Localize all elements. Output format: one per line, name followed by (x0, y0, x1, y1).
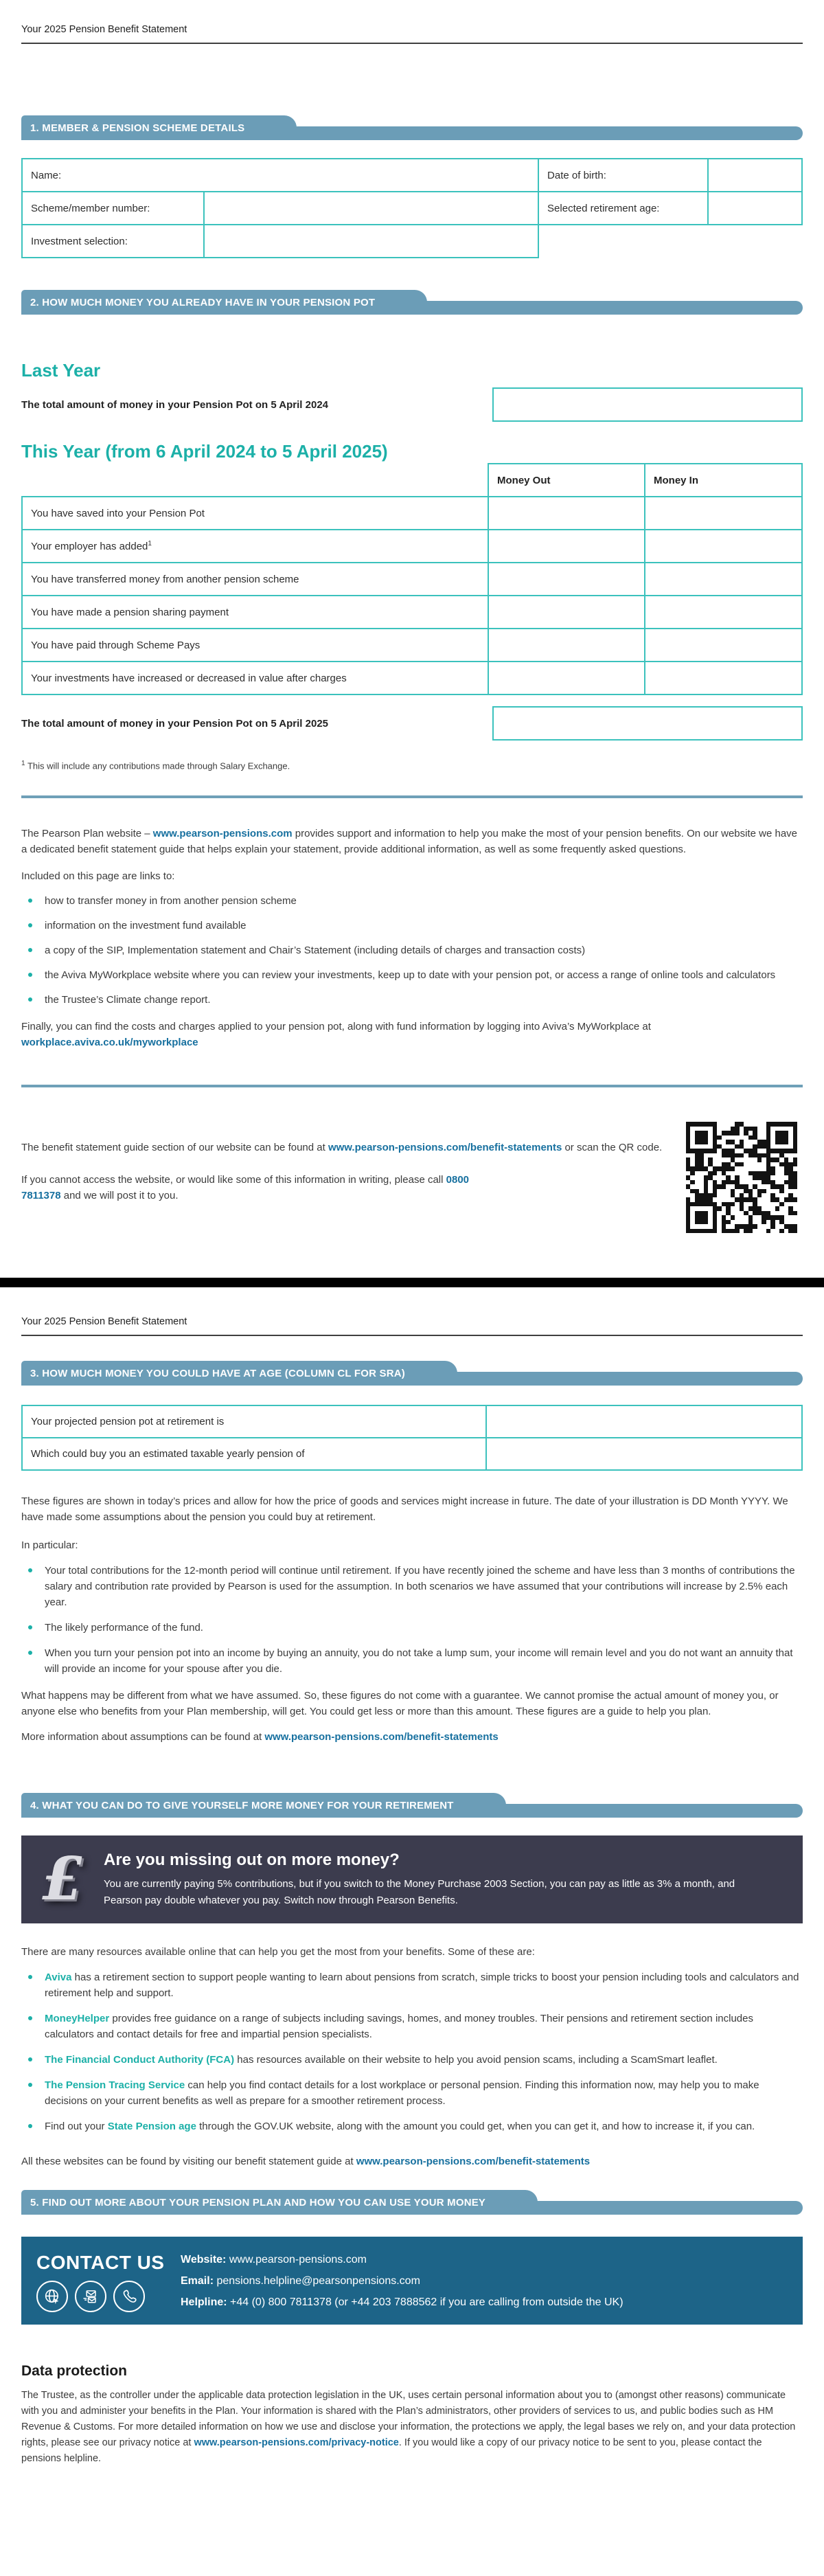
list-item (21, 942, 803, 958)
fca-link[interactable]: The Financial Conduct Authority (FCA) (45, 2054, 235, 2066)
table-row (22, 497, 802, 530)
website-value[interactable]: www.pearson-pensions.com (229, 2254, 367, 2266)
money-in-cell (645, 662, 802, 694)
bullet-text: the Aviva MyWorkplace website where you can review your investments, keep up to date with your pension pot, or access a range of online tools and calculators (45, 969, 776, 982)
money-in-cell (645, 563, 802, 596)
contact-email-line (181, 2270, 803, 2292)
assumptions-bullet-list (21, 1563, 803, 1677)
section-divider (21, 795, 803, 798)
list-item (21, 967, 803, 983)
bullet-text: can help you find contact details for a lost workplace or personal pension. Finding this information now, may help you to make decisions on your current benefits as well as prepare for a smoother retirement process. (45, 2079, 759, 2107)
table-row (22, 225, 538, 258)
projected-pot-label-cell: Your projected pension pot at retirement is (22, 1405, 486, 1438)
investment-selection-value-cell (204, 225, 538, 258)
total-2024-row (21, 387, 803, 422)
included-links-intro: Included on this page are links to: (21, 870, 175, 883)
money-out-cell (488, 662, 645, 694)
row-label: You have paid through Scheme Pays (31, 640, 201, 651)
footnote-marker: 1 (21, 760, 25, 767)
header-rule (21, 43, 803, 44)
section-divider (21, 1085, 803, 1087)
bullet-text: through the GOV.UK website, along with the amount you could get, when you can get it, and how to increase it, if you can. (196, 2121, 755, 2132)
list-item (21, 1969, 803, 2001)
contact-website-line (181, 2249, 803, 2270)
money-out-cell (488, 563, 645, 596)
row-label-cell (22, 563, 488, 596)
qr-code (686, 1122, 797, 1233)
money-out-header: Money Out (488, 464, 645, 497)
benefit-statements-link[interactable]: www.pearson-pensions.com/benefit-statements (328, 1142, 562, 1154)
row-label: You have made a pension sharing payment (31, 607, 229, 618)
no-guarantee-paragraph: What happens may be different from what we have assumed. So, these figures do not come with a guarantee. We cannot promise the actual amount of money you, or anyone else who benefits from your Plan membership, will get. You could get less or more than this amount. These figures are a guide to help you plan. (21, 1690, 779, 1717)
email-icon (75, 2281, 106, 2312)
bullet-text: the Trustee’s Climate change report. (45, 994, 211, 1006)
bullet-text: has a retirement section to support people wanting to learn about pensions from scratch, simple tricks to boost your pension including tools and calculators and retirement help and support. (45, 1971, 799, 1999)
total-2025-row (21, 706, 803, 741)
phone-icon (113, 2281, 145, 2312)
table-row (22, 159, 538, 192)
section-5-title: 5. FIND OUT MORE ABOUT YOUR PENSION PLAN AND HOW YOU CAN USE YOUR MONEY (21, 2190, 538, 2215)
table-row (22, 662, 802, 694)
investment-selection-label-cell: Investment selection: (22, 225, 204, 258)
email-label: Email: (181, 2275, 214, 2287)
helpline-phone-number[interactable]: 0800 7811378 (21, 1174, 470, 1202)
member-details-right-table (538, 158, 803, 225)
contact-details (181, 2237, 803, 2325)
last-year-heading: Last Year (21, 360, 101, 381)
guide-paragraph (21, 1140, 665, 1155)
table-row (22, 1438, 802, 1470)
table-row (22, 563, 802, 596)
page-title: Your 2025 Pension Benefit Statement (21, 1316, 187, 1327)
money-out-cell (488, 596, 645, 629)
footnote-text: This will include any contributions made through Salary Exchange. (25, 760, 290, 771)
paragraph-text: and we will post it to you. (60, 1190, 179, 1202)
money-out-cell (488, 629, 645, 662)
section-1-banner (21, 115, 803, 140)
section-1-title: 1. MEMBER & PENSION SCHEME DETAILS (21, 115, 297, 140)
projection-table (21, 1405, 803, 1471)
all-websites-paragraph (21, 2154, 803, 2169)
in-particular-label: In particular: (21, 1539, 78, 1551)
row-label-cell (22, 596, 488, 629)
pension-tracing-link[interactable]: The Pension Tracing Service (45, 2079, 185, 2091)
list-item (21, 992, 803, 1008)
privacy-notice-link[interactable]: www.pearson-pensions.com/privacy-notice (194, 2437, 399, 2448)
list-item (21, 1620, 803, 1636)
todays-prices-paragraph: These figures are shown in today’s prices and allow for how the price of goods and services might increase in future. The date of your illustration is DD Month YYYY. We have made some assumptions about the pension you could buy at retirement. (21, 1495, 788, 1523)
paragraph-text: The benefit statement guide section of our website can be found at (21, 1142, 328, 1154)
row-label: You have saved into your Pension Pot (31, 508, 205, 519)
data-protection-heading: Data protection (21, 2363, 128, 2379)
paragraph-text: provides support and information to help you make the most of your pension benefits. On our website we have a dedicated benefit statement guide that helps explain your statement, provide additional information, as well as some frequently asked questions. (21, 828, 798, 856)
header-rule (21, 1335, 803, 1336)
table-header-row (22, 464, 802, 497)
contact-left-block (21, 2237, 181, 2325)
more-money-promo-box (21, 1835, 803, 1923)
bullet-text: has resources available on their website to help you avoid pension scams, including a ScamSmart leaflet. (234, 2054, 718, 2066)
row-label: You have transferred money from another pension scheme (31, 574, 299, 585)
bullet-text: Your total contributions for the 12-month period will continue until retirement. If you have recently joined the scheme and have less than 3 months of contributions the salary and contribution rate provided by Pearson is used for the assumption. In both scenarios we have assumed that your contributions will increase by 2.5% each year. (45, 1565, 795, 1608)
section-2-title: 2. HOW MUCH MONEY YOU ALREADY HAVE IN YOUR PENSION POT (21, 290, 427, 315)
list-item (21, 1563, 803, 1610)
page-separator (0, 1278, 824, 1287)
email-value[interactable]: pensions.helpline@pearsonpensions.com (216, 2275, 420, 2287)
bullet-text: a copy of the SIP, Implementation statement and Chair’s Statement (including details of charges and transaction costs) (45, 945, 586, 957)
section-4-banner (21, 1793, 803, 1818)
row-label: Your employer has added (31, 541, 148, 552)
paragraph-text: The Pearson Plan website – (21, 828, 153, 840)
salary-exchange-footnote (21, 760, 803, 771)
name-label-cell: Name: (22, 159, 538, 192)
spacer-cell (22, 464, 488, 497)
member-details-tables (21, 158, 803, 258)
table-row (22, 629, 802, 662)
paragraph-text: . If you would like a copy of our privacy notice to be sent to you, please contact the pensions helpline. (21, 2437, 762, 2464)
row-label-cell (22, 497, 488, 530)
list-item (21, 2077, 803, 2109)
list-item (21, 918, 803, 934)
money-in-cell (645, 530, 802, 563)
section-2-banner (21, 290, 803, 315)
pound-icon: £ (42, 1844, 83, 1914)
table-row (22, 530, 802, 563)
dob-label-cell: Date of birth: (538, 159, 708, 192)
row-label-cell (22, 530, 488, 563)
page-2 (0, 1287, 824, 2576)
bullet-text: how to transfer money in from another pension scheme (45, 895, 297, 907)
section-5-banner (21, 2190, 803, 2215)
list-item (21, 2119, 803, 2134)
list-item (21, 2052, 803, 2068)
table-row (22, 1405, 802, 1438)
row-label-cell (22, 629, 488, 662)
footnote-marker: 1 (148, 540, 152, 547)
money-in-header: Money In (645, 464, 802, 497)
section-3-banner (21, 1361, 803, 1386)
total-2024-label: The total amount of money in your Pension Pot on 5 April 2024 (21, 398, 328, 411)
this-year-heading: This Year (from 6 April 2024 to 5 April 2025) (21, 441, 388, 462)
scheme-number-value-cell (204, 192, 538, 225)
paragraph-text: The Trustee, as the controller under the applicable data protection legislation in the UK, uses certain personal information about you to (amongst other reasons) communicate with you and administer your benefits in the Plan. Your information is shared with the Plan’s administrators, other providers of services to us, and public bodies such as HM Revenue & Customs. For more detailed information on how we use and disclose your information, the protections we apply, the legal bases we rely on, and your data protection rights, please see our privacy notice at (21, 2390, 796, 2448)
table-row (538, 192, 802, 225)
money-out-cell (488, 497, 645, 530)
paragraph-text: Finally, you can find the costs and charges applied to your pension pot, along with fund information by logging into Aviva’s MyWorkplace at (21, 1021, 651, 1033)
member-details-left-table (21, 158, 539, 258)
money-movement-table (21, 463, 803, 695)
paragraph-text: If you cannot access the website, or would like some of this information in writing, please call (21, 1174, 446, 1186)
dob-value-cell (708, 159, 802, 192)
page-title: Your 2025 Pension Benefit Statement (21, 24, 187, 35)
helpline-value: +44 (0) 800 7811378 (or +44 203 7888562 if you are calling from outside the UK) (230, 2296, 623, 2308)
paragraph-text: or scan the QR code. (562, 1142, 663, 1154)
row-label-cell (22, 662, 488, 694)
table-row (22, 192, 538, 225)
scheme-number-label-cell: Scheme/member number: (22, 192, 204, 225)
promo-text-block (104, 1851, 803, 1909)
aviva-link[interactable]: Aviva (45, 1971, 72, 1983)
benefit-statements-link[interactable]: www.pearson-pensions.com/benefit-statements (356, 2156, 591, 2167)
contact-icons (36, 2281, 181, 2312)
total-2024-value-box (492, 387, 803, 422)
pearson-pensions-link[interactable]: www.pearson-pensions.com (152, 828, 293, 840)
moneyhelper-link[interactable]: MoneyHelper (45, 2013, 110, 2024)
bullet-text: When you turn your pension pot into an income by buying an annuity, you do not take a lump sum, your income will remain level and you do not want an annuity that will provide an income for your spouse after you die. (45, 1647, 793, 1675)
money-in-cell (645, 629, 802, 662)
contact-helpline-line (181, 2292, 803, 2313)
paragraph-text: More information about assumptions can be found at (21, 1731, 265, 1743)
table-row (538, 159, 802, 192)
section-4-title: 4. WHAT YOU CAN DO TO GIVE YOURSELF MORE MONEY FOR YOUR RETIREMENT (21, 1793, 506, 1818)
list-item (21, 2011, 803, 2042)
yearly-pension-label-cell: Which could buy you an estimated taxable yearly pension of (22, 1438, 486, 1470)
money-in-cell (645, 497, 802, 530)
money-out-cell (488, 530, 645, 563)
globe-icon (36, 2281, 68, 2312)
promo-body: You are currently paying 5% contributions, but if you switch to the Money Purchase 2003 Section, you can pay as little as 3% a month, and Pearson pay double whatever you pay. Switch now through Pearson Benefits. (104, 1877, 735, 1906)
data-protection-paragraph (21, 2388, 803, 2467)
website-label: Website: (181, 2254, 227, 2266)
benefit-guide-text (21, 1122, 686, 1233)
bullet-text: provides free guidance on a range of subjects including savings, homes, and money troubles. Their pensions and retirement section includes calculators and contact details for free and impartial pension specialists. (45, 2013, 753, 2040)
helpline-label: Helpline: (181, 2296, 227, 2308)
bullet-text: information on the investment fund available (45, 920, 247, 932)
promo-title: Are you missing out on more money? (104, 1850, 400, 1869)
benefit-guide-block (21, 1122, 803, 1233)
section-3-title: 3. HOW MUCH MONEY YOU COULD HAVE AT AGE (COLUMN CL FOR SRA) (21, 1361, 457, 1386)
projected-pot-value-cell (486, 1405, 802, 1438)
myworkplace-link[interactable]: workplace.aviva.co.uk/myworkplace (21, 1037, 198, 1049)
total-2025-value-box (492, 706, 803, 741)
links-bullet-list (21, 893, 803, 1008)
table-row (22, 596, 802, 629)
pearson-plan-paragraph (21, 826, 803, 857)
state-pension-age-link[interactable]: State Pension age (107, 2121, 196, 2132)
money-in-cell (645, 596, 802, 629)
costs-charges-paragraph (21, 1019, 803, 1050)
list-item (21, 1645, 803, 1677)
resources-bullet-list (21, 1969, 803, 2134)
yearly-pension-value-cell (486, 1438, 802, 1470)
row-label: Your investments have increased or decreased in value after charges (31, 673, 347, 684)
contact-us-box (21, 2237, 803, 2325)
page-1 (0, 0, 824, 1278)
benefit-statements-link[interactable]: www.pearson-pensions.com/benefit-statements (264, 1731, 499, 1743)
retirement-age-value-cell (708, 192, 802, 225)
more-information-paragraph (21, 1729, 803, 1745)
contact-us-heading: CONTACT US (36, 2252, 165, 2273)
writing-request-paragraph (21, 1172, 502, 1204)
bullet-text: Find out your (45, 2121, 108, 2132)
bullet-text: The likely performance of the fund. (45, 1622, 203, 1634)
retirement-age-label-cell: Selected retirement age: (538, 192, 708, 225)
total-2025-label: The total amount of money in your Pension Pot on 5 April 2025 (21, 717, 328, 730)
paragraph-text: All these websites can be found by visiting our benefit statement guide at (21, 2156, 356, 2167)
resources-intro: There are many resources available online that can help you get the most from your benefits. Some of these are: (21, 1946, 535, 1958)
list-item (21, 893, 803, 909)
